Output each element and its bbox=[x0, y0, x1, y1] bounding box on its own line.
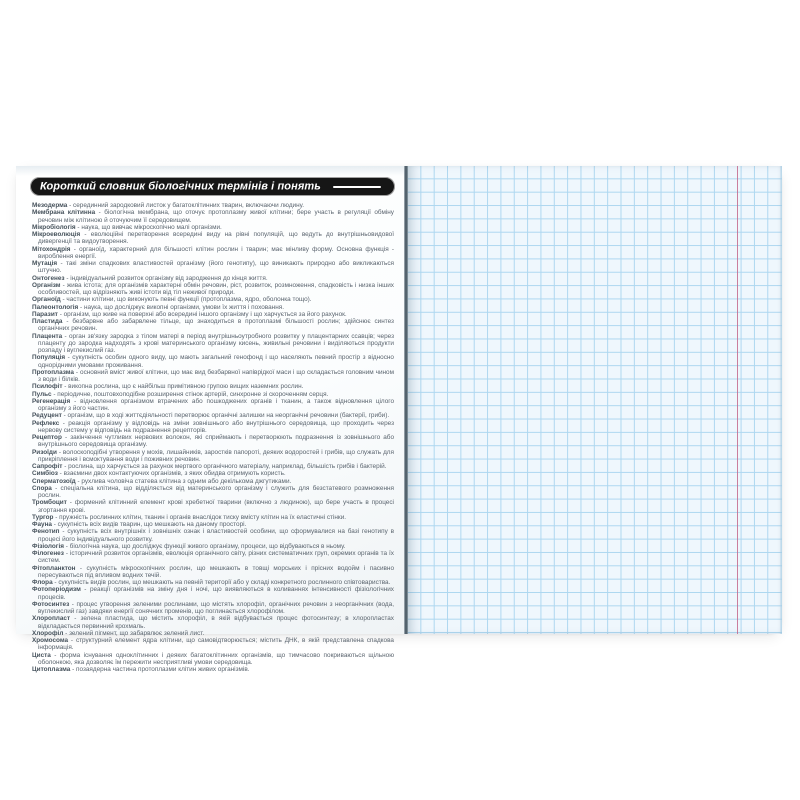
term-separator: - bbox=[51, 390, 58, 398]
term-separator: - bbox=[70, 397, 81, 405]
glossary-definition: безбарвне або забарвлене тільце, що знаходиться в протоплазмі більшості рослин; здійснює синтез органічних речовин. bbox=[38, 318, 394, 333]
glossary-term: Тургор bbox=[32, 513, 54, 521]
glossary-term: Мезодерма bbox=[32, 202, 68, 209]
glossary-entry bbox=[32, 615, 394, 630]
glossary-definition: органоїд, характерний для більшості клітин рослин і тварин; має мінливу форму. Основна функція - вироблення енергії. bbox=[38, 245, 394, 260]
glossary-definition: організм, що в ході життєдіяльності перетворює органічні залишки на неорганічні речовини (бактерії, гриби). bbox=[67, 412, 390, 420]
glossary-definition: форма існування одноклітинних і деяких багатоклітинних організмів, що тимчасово покриваються щільною оболонкою, яка дозволяє їм пережити несприятливі умови середовища. bbox=[38, 651, 394, 666]
glossary-entry bbox=[32, 304, 394, 311]
term-separator: - bbox=[62, 332, 69, 340]
glossary-term: Хромосома bbox=[32, 637, 69, 644]
glossary-term: Мутація bbox=[32, 260, 58, 267]
glossary-page bbox=[16, 166, 404, 673]
glossary-entry bbox=[32, 478, 394, 485]
term-separator: - bbox=[56, 448, 63, 456]
term-separator: - bbox=[51, 484, 61, 492]
glossary-term: Фітопланктон bbox=[32, 564, 76, 572]
glossary-term: Регенерація bbox=[32, 397, 71, 405]
glossary-term: Рецептор bbox=[32, 434, 62, 441]
glossary-entry bbox=[32, 260, 394, 275]
term-separator: - bbox=[57, 470, 64, 478]
term-separator: - bbox=[75, 477, 82, 485]
glossary-term: Тромбоцит bbox=[32, 499, 67, 507]
glossary-entry bbox=[32, 369, 394, 384]
glossary-definition: пружність рослинних клітин, тканин і органів внаслідок тиску вмісту клітин на їх еластичні стінки. bbox=[59, 513, 347, 521]
glossary-term: Спора bbox=[32, 484, 52, 492]
title-rule bbox=[333, 186, 381, 188]
term-separator: - bbox=[80, 231, 91, 238]
term-separator: - bbox=[59, 419, 69, 427]
glossary-term: Симбіоз bbox=[32, 470, 58, 478]
glossary-term: Пульс bbox=[32, 390, 52, 398]
glossary-term: Циста bbox=[32, 651, 51, 659]
glossary-entry bbox=[32, 449, 394, 464]
term-separator: - bbox=[75, 223, 82, 231]
glossary-term: Ризоїди bbox=[32, 448, 57, 456]
term-separator: - bbox=[57, 310, 64, 318]
term-separator: - bbox=[63, 542, 70, 550]
term-separator: - bbox=[53, 513, 60, 521]
glossary-entry bbox=[32, 311, 394, 318]
glossary-term: Онтогенез bbox=[32, 274, 65, 282]
glossary-entry bbox=[32, 601, 394, 616]
glossary-definition: реакція організму у відповідь на зміни зовнішнього або внутрішнього середовища, що проходить через нервову систему у відповідь на подразнення рецепторів. bbox=[38, 419, 394, 434]
glossary-definition: такі зміни спадкових властивостей організму (його генотипу), що виникають природно або викликаються штучно. bbox=[38, 260, 395, 275]
term-separator: - bbox=[78, 303, 84, 311]
term-separator: - bbox=[52, 579, 59, 586]
glossary-entry bbox=[32, 318, 394, 333]
glossary-entry bbox=[32, 565, 394, 580]
glossary-definition: сукупність всіх видів тварин, що мешкають на даному просторі. bbox=[57, 521, 247, 528]
glossary-entry bbox=[32, 246, 394, 261]
glossary-definition: історичний розвиток організмів, еволюція органічного світу, різних систематичних груп, окремих органів та їх систем. bbox=[38, 550, 394, 565]
glossary-entry bbox=[32, 354, 394, 369]
glossary-entry bbox=[32, 398, 394, 413]
glossary-entry bbox=[32, 514, 394, 521]
glossary-entry bbox=[32, 550, 394, 565]
glossary-entry bbox=[32, 296, 394, 303]
glossary-title-bar bbox=[30, 177, 395, 196]
term-separator: - bbox=[61, 434, 71, 441]
glossary-term: Палеонтологія bbox=[32, 303, 79, 311]
glossary-entry bbox=[32, 543, 394, 550]
glossary-definition: викопна рослина, що є найбільш примітивною групою вищих наземних рослин. bbox=[68, 383, 304, 391]
glossary-term: Мембрана клітинна bbox=[32, 209, 96, 217]
term-separator: - bbox=[62, 383, 69, 391]
glossary-term: Фотоперіодизм bbox=[32, 586, 81, 594]
glossary-definition: еволюційні перетворення всередині виду на рівні популяцій, що ведуть до внутрішньовидової дивергенції та видоутворення. bbox=[38, 231, 394, 246]
glossary-entry bbox=[32, 485, 394, 500]
glossary-term: Філогенез bbox=[32, 550, 64, 557]
glossary-entry bbox=[32, 470, 394, 477]
glossary-entry bbox=[32, 282, 394, 297]
glossary-term: Плацента bbox=[32, 332, 63, 340]
term-separator: - bbox=[66, 499, 75, 507]
term-separator: - bbox=[70, 666, 76, 673]
term-separator: - bbox=[69, 600, 77, 608]
term-separator: - bbox=[62, 463, 69, 470]
term-separator: - bbox=[68, 637, 76, 644]
glossary-definition: періодичне, поштовхоподібне розширення стінок артерій, синхронне зі скороченням серця. bbox=[57, 390, 329, 398]
glossary-definition: спеціальна клітина, що відділяється від материнського організму і служить для безстатевого розмноження рослин. bbox=[38, 484, 395, 499]
term-separator: - bbox=[57, 260, 66, 267]
glossary-term: Псилофіт bbox=[32, 383, 63, 391]
glossary-definition: структурний елемент ядра клітини, що самовідтворюється; містить ДНК, в якій представлена спадкова інформація. bbox=[38, 637, 394, 652]
glossary-entry bbox=[32, 391, 394, 398]
glossary-definition: відновлення організмом втрачених або пошкоджених органів і тканин, а також відновлення цілого організму з його частин. bbox=[38, 397, 394, 412]
glossary-definition: біологічна мембрана, що оточує протоплазму живої клітини; бере участь в регуляції обміну речовин між клітиною й оточуючим її середовищем. bbox=[38, 209, 394, 224]
glossary-entry bbox=[32, 231, 394, 246]
glossary-term: Пластида bbox=[32, 318, 63, 325]
glossary-term: Фауна bbox=[32, 521, 52, 528]
term-separator: - bbox=[60, 296, 67, 304]
glossary-term: Редуцент bbox=[32, 412, 62, 420]
glossary-definition: рухлива чоловіча статева клітина з одним або декількома джгутиками. bbox=[81, 477, 292, 485]
glossary-term: Популяція bbox=[32, 354, 66, 362]
glossary-definition: індивідуальний розвиток організму від зародження до кінця життя. bbox=[70, 274, 268, 282]
glossary-definition: основний вміст живої клітини, що має вид безбарвної напіврідкої маси і що складається головним чином з води і білків. bbox=[38, 368, 394, 383]
glossary-entry bbox=[32, 420, 394, 435]
glossary-term: Організм bbox=[32, 281, 61, 289]
glossary-definition: сукупність всіх внутрішніх і зовнішніх ознак і властивостей особини, що сформувалися на базі генотипу в процесі його індивідуального розвитку. bbox=[38, 528, 394, 543]
glossary-entry bbox=[32, 275, 394, 282]
glossary-definition: сукупність видів рослин, що мешкають на певній території або у складі конкретного рослинного співтовариства. bbox=[58, 579, 391, 586]
glossary-term: Фотосинтез bbox=[32, 600, 70, 608]
glossary-term: Мікробіологія bbox=[32, 223, 76, 231]
term-separator: - bbox=[63, 629, 70, 637]
term-separator: - bbox=[73, 368, 81, 376]
glossary-entry bbox=[32, 637, 394, 652]
glossary-definition: волоскоподібні утворення у мохів, лишайників, заростків папороті, деяких водоростей і грибів, що служать для прикріплення і всмоктування води і поживних речовин. bbox=[38, 448, 394, 463]
glossary-definition: частини клітини, що виконують певні функції (протоплазма, ядро, оболонка тощо). bbox=[66, 296, 312, 304]
glossary-entry bbox=[32, 209, 394, 224]
glossary-entry bbox=[32, 666, 394, 673]
glossary-entry bbox=[32, 434, 394, 449]
glossary-term: Рефлекс bbox=[32, 419, 60, 427]
term-separator: - bbox=[62, 318, 73, 325]
glossary-term: Фенотип bbox=[32, 528, 60, 536]
glossary-definition: зелений пігмент, що забарвлює зелений лист. bbox=[69, 629, 205, 637]
glossary-definition: наука, що вивчає мікроскопічно малі організми. bbox=[81, 223, 222, 231]
glossary-entry bbox=[32, 499, 394, 514]
glossary-definition: формений клітинний елемент крові хребетної тварини (включно з людиною), що бере участь в процесі згортання крові. bbox=[38, 499, 394, 514]
glossary-definition: процес утворення зеленими рослинами, що містять хлорофіл, органічних речовин з неорганічних (вода, вуглекислий газ) завдяки енергії сонячних променів, що поглинається хлорофілом. bbox=[38, 600, 394, 615]
notebook-spread bbox=[16, 166, 782, 673]
glossary-entry bbox=[32, 652, 394, 667]
glossary-definition: рослина, що харчується за рахунок мертвого органічного матеріалу, наприклад, більшість грибів і бактерій. bbox=[68, 463, 387, 470]
term-separator: - bbox=[70, 615, 81, 623]
glossary-definition: взаємини двох контактуючих організмів, з яких обидва отримують користь. bbox=[63, 470, 286, 478]
glossary-term: Хлоропласт bbox=[32, 615, 71, 623]
term-separator: - bbox=[64, 274, 71, 282]
glossary-entry bbox=[32, 412, 394, 419]
glossary-term: Мітохондрія bbox=[32, 245, 71, 253]
grid-page bbox=[408, 166, 782, 634]
glossary-entry bbox=[32, 528, 394, 543]
term-separator: - bbox=[75, 564, 87, 572]
glossary-definition: сукупність особин одного виду, що мають загальний генофонд і що населяють певний простір з відносно однорідними умовами проживання. bbox=[38, 354, 394, 369]
glossary-entry bbox=[32, 224, 394, 231]
glossary-title: Короткий словник біологічних термінів і понять bbox=[40, 180, 321, 192]
glossary-entry bbox=[32, 586, 394, 601]
glossary-definition: серединний зародковий листок у багатоклітинних тварин, включаючи людину. bbox=[73, 202, 304, 209]
glossary-definition: закінчення чутливих нервових волокон, які сприймають і перетворюють подразнення із зовнішнього або внутрішнього середовища організму. bbox=[38, 434, 395, 449]
glossary-list bbox=[32, 202, 394, 673]
glossary-definition: організм, що живе на поверхні або всередині іншого організму і що харчується за його рахунок. bbox=[63, 310, 347, 318]
margin-line bbox=[737, 166, 739, 634]
glossary-entry bbox=[32, 333, 394, 355]
glossary-term: Мікроеволюція bbox=[32, 231, 81, 238]
glossary-term: Паразит bbox=[32, 310, 58, 318]
term-separator: - bbox=[61, 412, 68, 420]
term-separator: - bbox=[59, 528, 68, 536]
glossary-definition: наука, що досліджує викопні організми, умови їх життя і поховання. bbox=[83, 303, 284, 311]
term-separator: - bbox=[70, 245, 80, 253]
glossary-definition: жива істота; для організмів характерні обмін речовин, ріст, розвиток, розмноження, спадковість і низка інших особливостей, що відрізняють живі істоти від тіл неживої природи. bbox=[38, 281, 394, 296]
glossary-entry bbox=[32, 383, 394, 390]
glossary-entry bbox=[32, 630, 394, 637]
glossary-definition: зелена пластида, що містить хлорофіл, в якій відбувається процес фотосинтезу; в хлоропластах відкладається первинний крохмаль. bbox=[38, 615, 394, 630]
glossary-term: Хлорофіл bbox=[32, 629, 64, 637]
term-separator: - bbox=[65, 354, 73, 362]
term-separator: - bbox=[63, 550, 70, 557]
glossary-definition: орган зв'язку зародка з тілом матері в період внутрішньоутробного розвитку у плацентарних ссавців; через плаценту до зародка надходять з крові материнського організму кисень, живильні речовини і виділяються продукти розпаду і вуглекислий газ. bbox=[38, 332, 394, 354]
glossary-term: Цитоплазма bbox=[32, 666, 71, 673]
glossary-term: Фізіологія bbox=[32, 542, 64, 550]
glossary-term: Органоїд bbox=[32, 296, 61, 304]
term-separator: - bbox=[60, 281, 67, 289]
term-separator: - bbox=[50, 651, 60, 659]
term-separator: - bbox=[80, 586, 90, 594]
term-separator: - bbox=[51, 521, 58, 528]
term-separator: - bbox=[95, 209, 105, 217]
glossary-definition: реакції організмів на зміну дня і ночі, що виявляються в коливаннях інтенсивності фізіологічних процесів. bbox=[38, 586, 394, 601]
glossary-definition: біологічна наука, що досліджує функції живого організму, процеси, що відбуваються в ньому. bbox=[69, 542, 346, 550]
glossary-term: Протоплазма bbox=[32, 368, 74, 376]
term-separator: - bbox=[67, 202, 74, 209]
glossary-term: Сапрофіт bbox=[32, 463, 63, 470]
glossary-term: Флора bbox=[32, 579, 53, 586]
glossary-definition: позаядерна частина протоплазми клітин живих організмів. bbox=[76, 666, 250, 673]
glossary-term: Сперматозоїд bbox=[32, 477, 76, 485]
glossary-definition: сукупність мікроскопічних рослин, що мешкають в товщі морських і прісних водойм і пасивно пересуваються під впливом водних течій. bbox=[38, 564, 394, 579]
